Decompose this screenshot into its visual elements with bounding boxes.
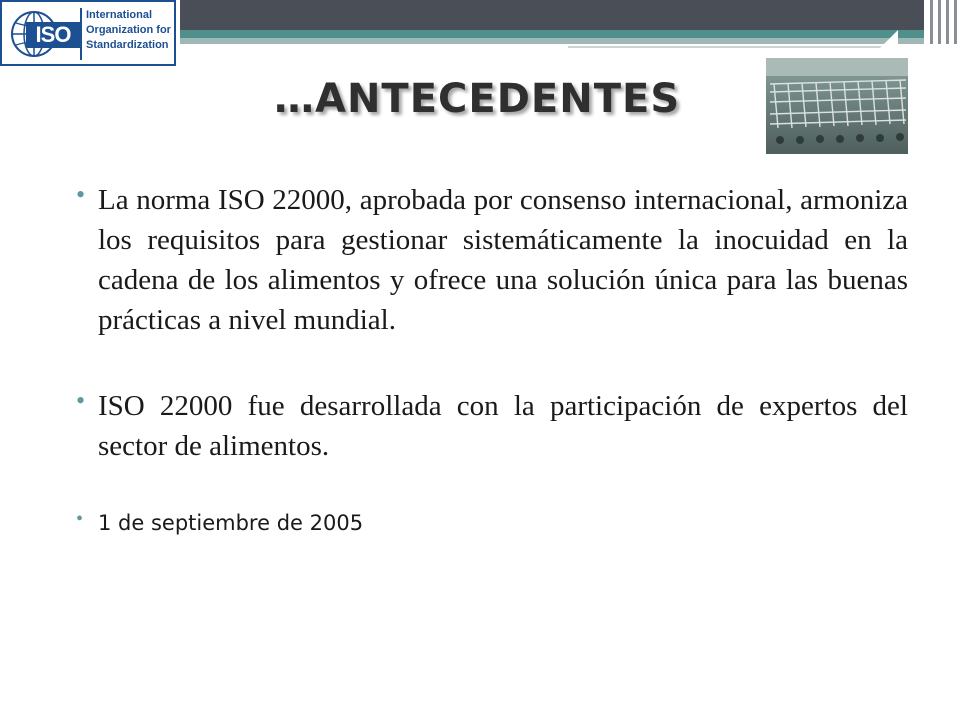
bullet-item — [72, 508, 908, 538]
bullet-text: La norma ISO 22000, aprobada por consenso internacional, armoniza los requisitos para gestionar sistemáticamente la inocuidad en la cadena de los alimentos y ofrece una solución única para las buenas prácticas a nivel mundial. — [98, 184, 908, 336]
logo-divider — [80, 8, 82, 60]
slide-title: …ANTECEDENTES — [274, 76, 681, 122]
logo-line-3: Standardization — [86, 39, 169, 51]
bullet-dot-icon: • — [76, 180, 86, 209]
bullet-item — [72, 180, 908, 340]
bullet-text: 1 de septiembre de 2005 — [98, 511, 364, 535]
header-edge-lines — [924, 0, 960, 48]
logo-line-1: International — [86, 9, 153, 21]
header-bar-teal — [180, 30, 924, 38]
bullet-dot-icon: • — [76, 508, 84, 530]
iso-logo-text — [86, 8, 176, 53]
bullet-dot-icon: • — [76, 386, 86, 415]
shopping-carts-photo — [766, 58, 908, 154]
carts-illustration — [766, 58, 908, 154]
header-corner — [880, 30, 898, 48]
header-bar-light — [180, 38, 924, 44]
logo-line-2: Organization for — [86, 24, 171, 36]
iso-logo-mark: ISO — [26, 22, 80, 48]
iso-logo — [0, 0, 176, 66]
bullet-list — [72, 180, 908, 538]
header-bar-thin — [568, 46, 888, 48]
bullet-item — [72, 386, 908, 466]
bullet-text: ISO 22000 fue desarrollada con la participación de expertos del sector de alimentos. — [98, 390, 908, 462]
header-bar-dark — [180, 0, 924, 30]
